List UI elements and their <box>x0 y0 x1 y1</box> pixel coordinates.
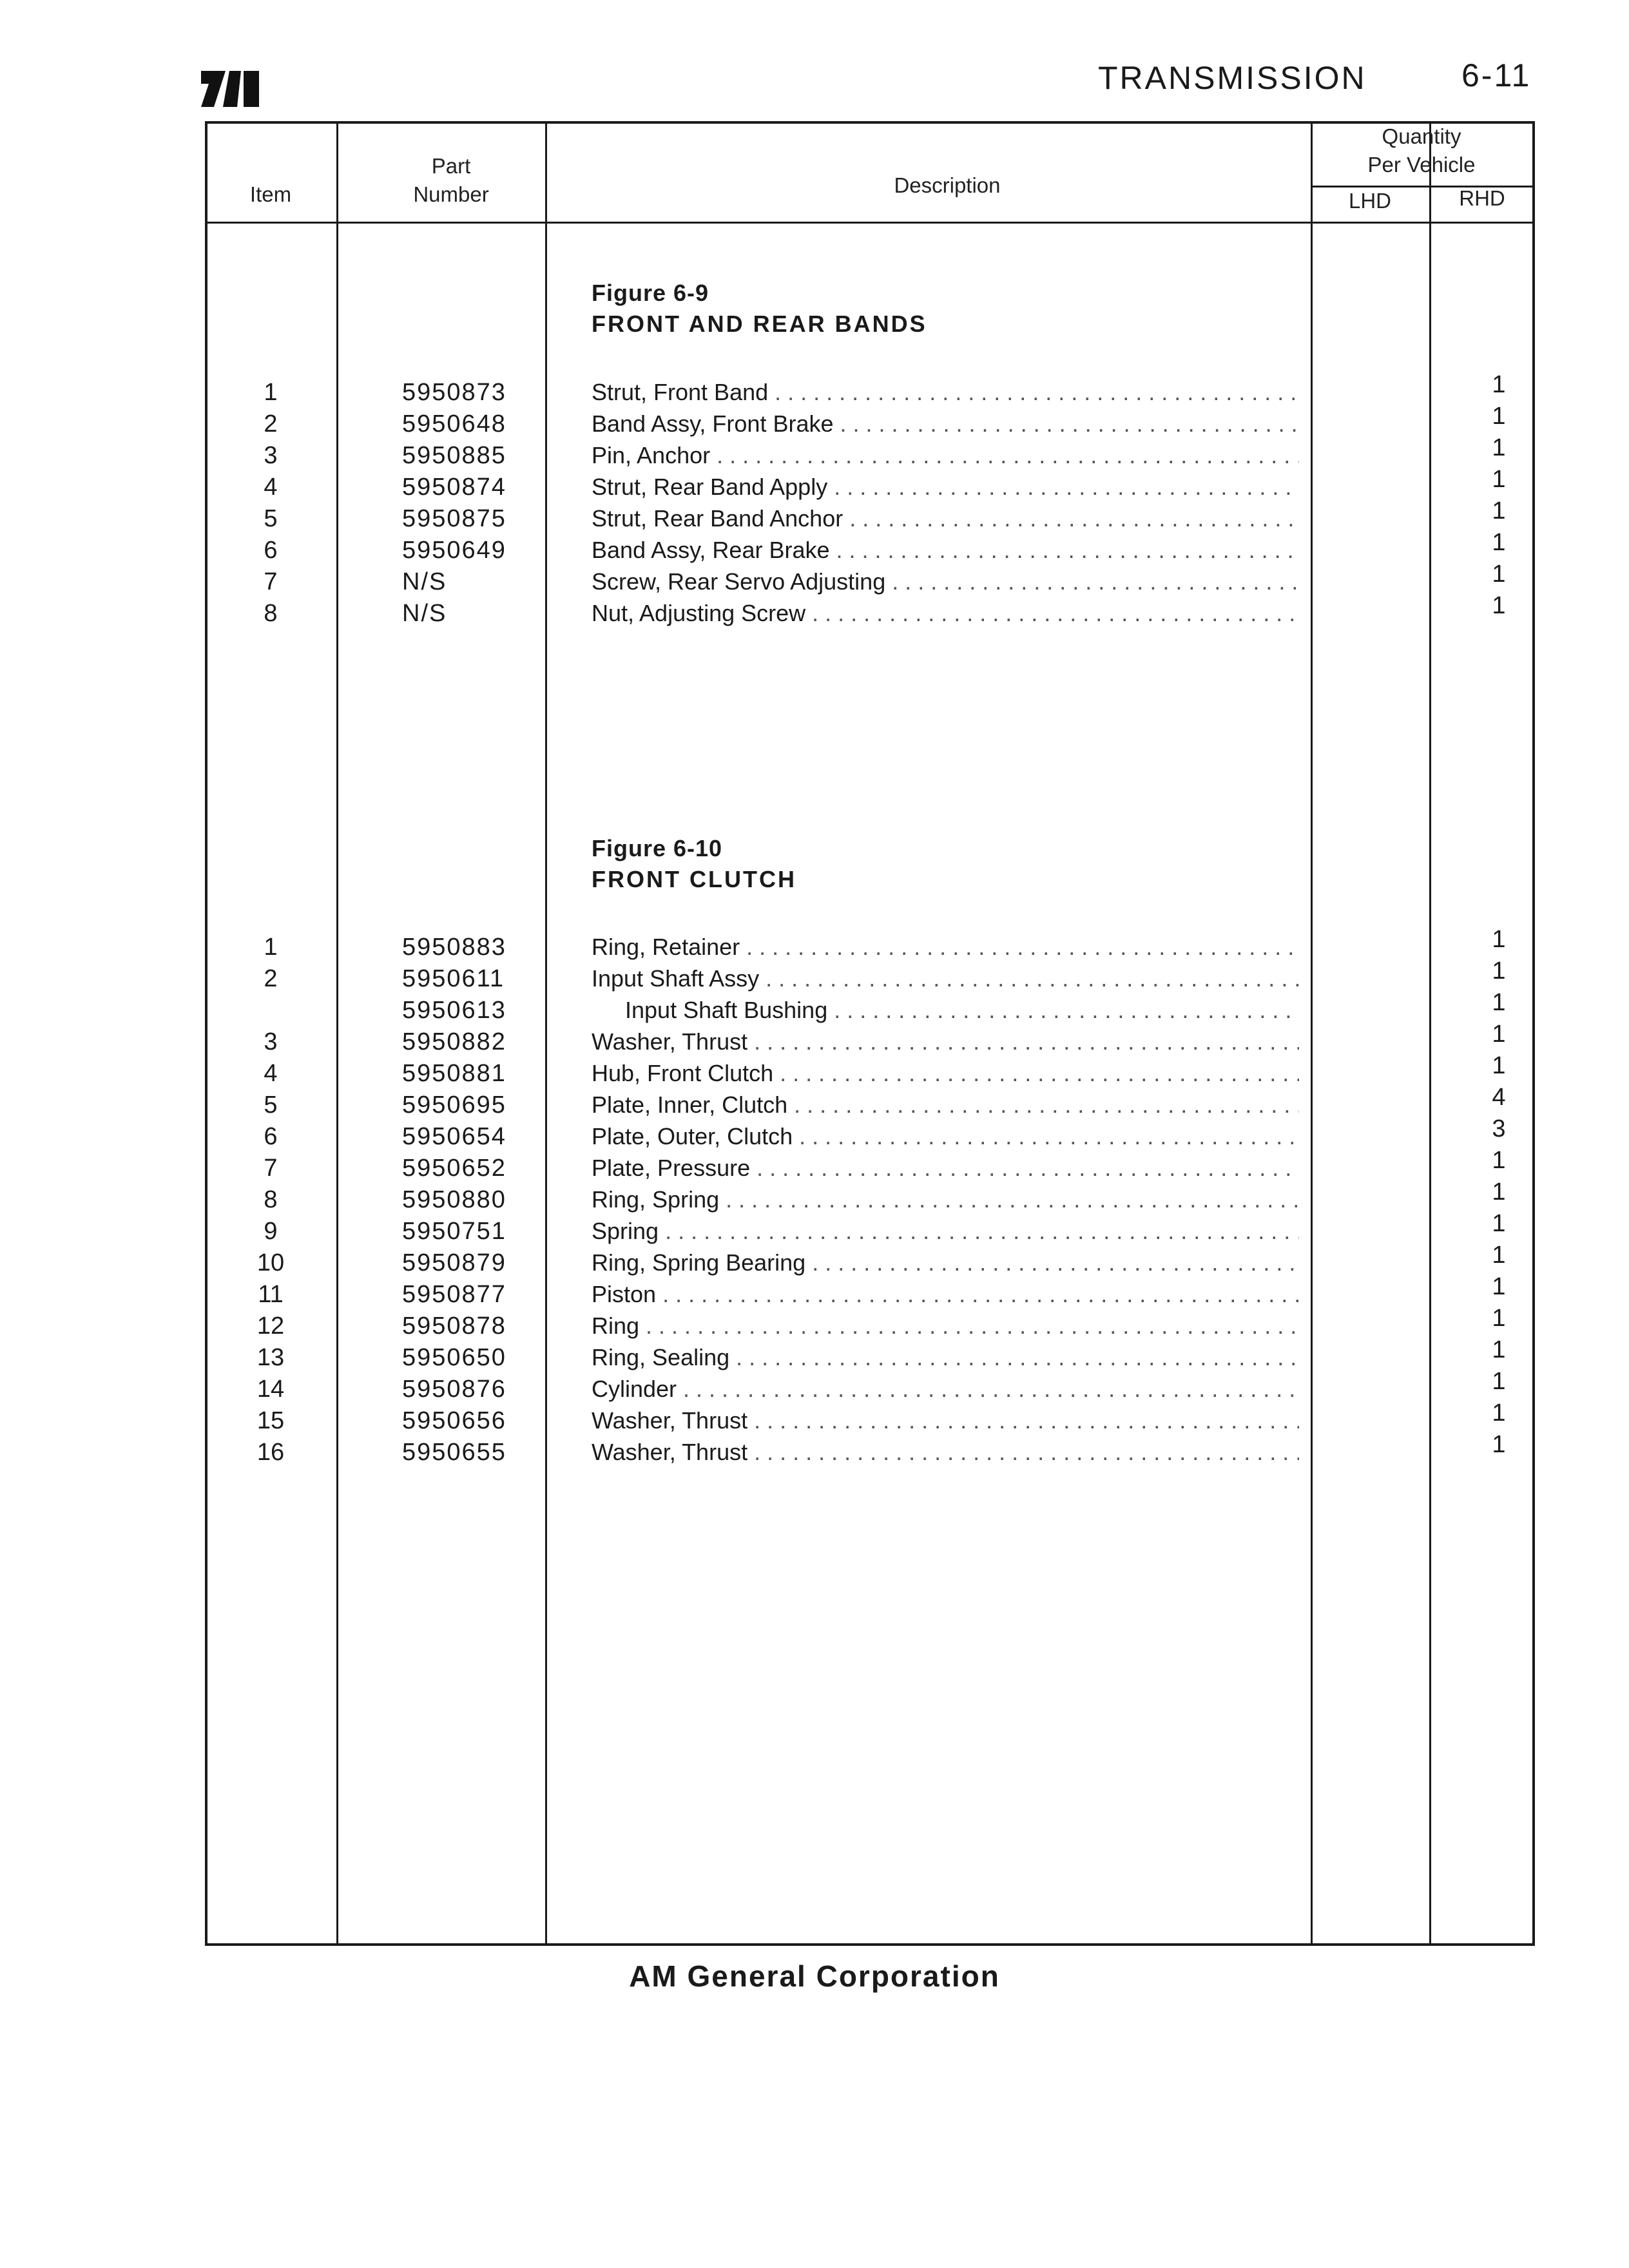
description-text: Band Assy, Front Brake <box>592 410 834 437</box>
item-number: 5 <box>264 505 278 532</box>
rhd-quantity: 1 <box>1492 1336 1506 1363</box>
table-row <box>0 1305 1629 1341</box>
table-row <box>0 926 1629 963</box>
part-description <box>592 1249 1299 1276</box>
figure-title: FRONT AND REAR BANDS <box>592 311 927 337</box>
part-number-header-line1: Part <box>431 154 471 178</box>
rhd-quantity: 1 <box>1492 561 1506 588</box>
part-description <box>592 568 1299 595</box>
description-text: Strut, Rear Band Apply <box>592 474 828 500</box>
table-row <box>0 1210 1629 1247</box>
description-text: Hub, Front Clutch <box>592 1060 774 1086</box>
part-description <box>592 1060 1299 1087</box>
table-row <box>0 371 1629 408</box>
table-row <box>0 1115 1629 1152</box>
rhd-quantity: 1 <box>1492 1368 1506 1395</box>
rhd-quantity: 1 <box>1492 1399 1506 1427</box>
quantity-column-header <box>1312 122 1531 179</box>
part-number: 5950648 <box>402 410 506 437</box>
quantity-header-line1: Quantity <box>1382 124 1461 148</box>
description-text: Plate, Outer, Clutch <box>592 1123 793 1149</box>
part-description <box>592 1218 1299 1245</box>
part-description <box>592 1407 1299 1434</box>
rhd-quantity: 1 <box>1492 1210 1506 1237</box>
description-text: Piston <box>592 1281 657 1307</box>
part-description <box>592 410 1299 437</box>
description-text: Washer, Thrust <box>592 1439 748 1465</box>
rhd-quantity: 1 <box>1492 434 1506 461</box>
part-description <box>592 1312 1299 1340</box>
part-number: N/S <box>402 600 447 627</box>
rhd-quantity: 1 <box>1492 371 1506 398</box>
rhd-quantity: 1 <box>1492 1178 1506 1206</box>
table-row <box>0 1084 1629 1120</box>
item-number: 6 <box>264 1123 278 1150</box>
section-title: TRANSMISSION <box>1098 60 1367 96</box>
table-row <box>0 1368 1629 1405</box>
part-description <box>592 1123 1299 1150</box>
part-description <box>592 1155 1299 1182</box>
company-footer: AM General Corporation <box>629 1959 1000 1993</box>
part-description <box>592 1028 1299 1055</box>
item-column-header: Item <box>249 182 292 206</box>
page-number: 6-11 <box>1461 57 1532 93</box>
part-number: 5950649 <box>402 537 506 564</box>
rhd-quantity: 1 <box>1492 592 1506 619</box>
rhd-quantity: 3 <box>1492 1115 1506 1142</box>
rhd-quantity: 1 <box>1492 1305 1506 1332</box>
table-row <box>0 989 1629 1026</box>
table-row <box>0 497 1629 534</box>
rhd-quantity: 1 <box>1492 497 1506 524</box>
figure-title: FRONT CLUTCH <box>592 866 796 892</box>
item-number: 5 <box>264 1091 278 1119</box>
description-text: Ring, Retainer <box>592 934 740 960</box>
description-text: Input Shaft Assy <box>592 965 760 992</box>
table-row <box>0 957 1629 994</box>
table-row <box>0 1052 1629 1089</box>
part-number: 5950613 <box>402 997 506 1024</box>
part-number-column-header <box>361 152 541 209</box>
table-row <box>0 529 1629 566</box>
description-text: Spring <box>592 1218 659 1244</box>
part-number: 5950650 <box>402 1344 506 1371</box>
part-number: 5950881 <box>402 1060 506 1087</box>
rhd-quantity: 1 <box>1492 957 1506 985</box>
am-general-logo-icon <box>201 71 260 107</box>
part-description <box>592 934 1299 961</box>
table-row <box>0 466 1629 503</box>
description-text: Strut, Front Band <box>592 379 769 405</box>
part-number: N/S <box>402 568 447 595</box>
table-row <box>0 403 1629 439</box>
description-text: Cylinder <box>592 1376 677 1402</box>
rhd-quantity: 1 <box>1492 1431 1506 1458</box>
part-number: 5950885 <box>402 442 506 469</box>
description-text: Ring, Spring <box>592 1186 720 1213</box>
figure-label: Figure 6-10 <box>592 835 723 861</box>
part-description <box>592 1439 1299 1466</box>
part-number-header-line2: Number <box>413 182 489 206</box>
table-row <box>0 1021 1629 1057</box>
part-description <box>592 1186 1299 1213</box>
table-row <box>0 1431 1629 1468</box>
description-text: Nut, Adjusting Screw <box>592 600 806 626</box>
part-description <box>592 537 1299 564</box>
quantity-header-line2: Per Vehicle <box>1367 153 1476 177</box>
description-text: Plate, Inner, Clutch <box>592 1091 788 1118</box>
table-row <box>0 1147 1629 1184</box>
part-number: 5950876 <box>402 1376 506 1403</box>
part-description <box>592 1091 1299 1119</box>
part-description <box>592 1376 1299 1403</box>
item-number: 2 <box>264 965 278 992</box>
part-number: 5950879 <box>402 1249 506 1276</box>
part-number: 5950877 <box>402 1281 506 1308</box>
rhd-quantity: 1 <box>1492 403 1506 430</box>
table-row <box>0 1336 1629 1373</box>
rhd-quantity: 1 <box>1492 1021 1506 1048</box>
part-number: 5950880 <box>402 1186 506 1213</box>
item-number: 8 <box>264 600 278 627</box>
part-description <box>592 600 1299 627</box>
item-number: 16 <box>256 1439 285 1466</box>
item-number: 3 <box>264 442 278 469</box>
item-number: 11 <box>258 1281 284 1308</box>
item-number: 1 <box>264 379 278 406</box>
item-number: 4 <box>264 1060 278 1087</box>
item-number: 1 <box>264 934 278 961</box>
part-description <box>592 1344 1299 1371</box>
part-number: 5950751 <box>402 1218 506 1245</box>
part-description <box>592 1281 1299 1308</box>
figure-label: Figure 6-9 <box>592 280 709 306</box>
rhd-quantity: 1 <box>1492 1242 1506 1269</box>
description-text: Ring <box>592 1312 640 1339</box>
description-text: Ring, Spring Bearing <box>592 1249 806 1276</box>
item-number: 13 <box>256 1344 285 1371</box>
description-text: Input Shaft Bushing <box>625 997 828 1023</box>
item-number: 10 <box>256 1249 285 1276</box>
table-row <box>0 1242 1629 1278</box>
rhd-column-header: RHD <box>1459 186 1505 210</box>
part-number: 5950655 <box>402 1439 506 1466</box>
lhd-column-header: LHD <box>1348 189 1392 213</box>
part-description <box>592 442 1299 469</box>
item-number: 7 <box>264 1155 278 1182</box>
item-number: 8 <box>264 1186 278 1213</box>
item-number: 7 <box>264 568 278 595</box>
table-row <box>0 1399 1629 1436</box>
part-number: 5950883 <box>402 934 506 961</box>
part-description <box>592 505 1299 532</box>
part-number: 5950882 <box>402 1028 506 1055</box>
item-number: 12 <box>256 1312 285 1340</box>
item-number: 14 <box>256 1376 285 1403</box>
rhd-quantity: 1 <box>1492 1273 1506 1300</box>
part-number: 5950873 <box>402 379 506 406</box>
item-number: 2 <box>264 410 278 437</box>
part-number: 5950874 <box>402 474 506 501</box>
header-divider <box>207 222 1532 224</box>
part-description <box>592 997 1299 1024</box>
table-row <box>0 561 1629 597</box>
table-row <box>0 592 1629 629</box>
item-number: 6 <box>264 537 278 564</box>
description-column-header: Description <box>894 173 1001 197</box>
description-text: Pin, Anchor <box>592 442 711 468</box>
table-row <box>0 1273 1629 1310</box>
description-text: Screw, Rear Servo Adjusting <box>592 568 886 595</box>
part-description <box>592 965 1299 992</box>
rhd-quantity: 1 <box>1492 466 1506 493</box>
description-text: Washer, Thrust <box>592 1407 748 1434</box>
part-number: 5950875 <box>402 505 506 532</box>
description-text: Plate, Pressure <box>592 1155 751 1181</box>
part-number: 5950652 <box>402 1155 506 1182</box>
part-number: 5950656 <box>402 1407 506 1434</box>
item-number: 3 <box>264 1028 278 1055</box>
description-text: Strut, Rear Band Anchor <box>592 505 843 532</box>
rhd-quantity: 1 <box>1492 926 1506 953</box>
part-description <box>592 474 1299 501</box>
item-number: 4 <box>264 474 278 501</box>
part-number: 5950654 <box>402 1123 506 1150</box>
description-text: Ring, Sealing <box>592 1344 730 1370</box>
description-text: Washer, Thrust <box>592 1028 748 1055</box>
rhd-quantity: 1 <box>1492 989 1506 1016</box>
rhd-quantity: 1 <box>1492 529 1506 556</box>
rhd-quantity: 1 <box>1492 1052 1506 1079</box>
item-number: 9 <box>264 1218 278 1245</box>
part-number: 5950611 <box>402 965 505 992</box>
table-row <box>0 434 1629 471</box>
rhd-quantity: 1 <box>1492 1147 1506 1174</box>
table-row <box>0 1178 1629 1215</box>
description-text: Band Assy, Rear Brake <box>592 537 830 563</box>
part-number: 5950878 <box>402 1312 506 1340</box>
rhd-quantity: 4 <box>1492 1084 1506 1111</box>
part-number: 5950695 <box>402 1091 506 1119</box>
item-number: 15 <box>256 1407 285 1434</box>
part-description <box>592 379 1299 406</box>
